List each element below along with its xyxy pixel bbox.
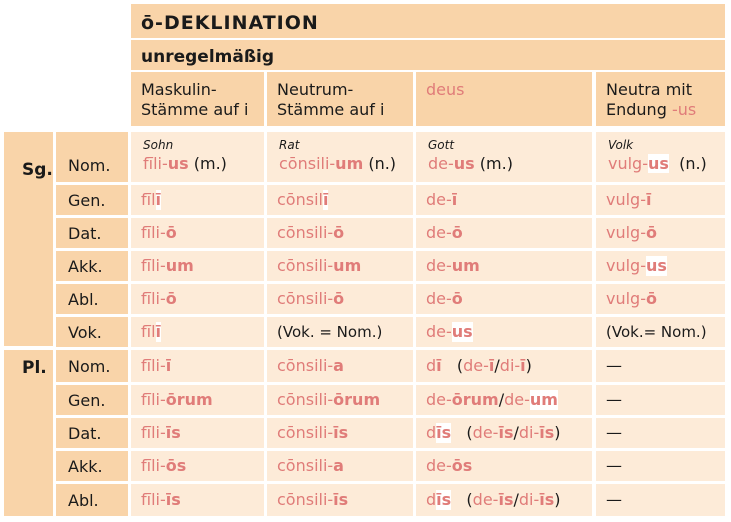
case-label-vok-sg: Vok. xyxy=(56,317,128,347)
slash: / xyxy=(513,490,519,509)
stem: de- xyxy=(426,322,452,341)
cell-sg-nom-neutra xyxy=(596,132,725,182)
ending: us xyxy=(167,154,189,173)
cell-sg-dat-neuter xyxy=(267,218,413,248)
stem: cōnsili- xyxy=(277,223,334,242)
cell-sg-gen-deus xyxy=(416,185,592,215)
ending: us xyxy=(451,322,473,341)
ending: ī xyxy=(165,356,172,375)
case-label-gen-pl: Gen. xyxy=(56,385,128,415)
stem: fīl xyxy=(141,190,156,209)
cell-pl-akk-masculine xyxy=(131,451,264,481)
stem: de- xyxy=(426,190,452,209)
gender: (n.) xyxy=(363,154,397,173)
paren-close: ) xyxy=(554,423,561,442)
no-form-dash: — xyxy=(606,423,622,442)
number-label-plural: Pl. xyxy=(4,350,53,516)
stem: fīli- xyxy=(141,356,166,375)
stem: vulg- xyxy=(606,256,646,275)
stem: d xyxy=(426,490,437,509)
gloss: Volk xyxy=(608,138,634,152)
variant-ending: īs xyxy=(498,490,514,509)
column-header-neutra xyxy=(596,72,725,126)
column-header-line: Stämme auf i xyxy=(277,100,385,119)
case-label-nom-sg: Nom. xyxy=(56,132,128,182)
form xyxy=(279,154,413,174)
cell-pl-akk-deus xyxy=(416,451,592,481)
stem: fīli- xyxy=(141,256,166,275)
cell-pl-dat-neuter xyxy=(267,418,413,448)
column-header-ending: -us xyxy=(671,100,697,119)
gender: (m.) xyxy=(474,154,513,173)
cell-pl-abl-masculine xyxy=(131,484,264,516)
cell-pl-abl-neutra xyxy=(596,484,725,516)
ending: ī xyxy=(645,190,652,209)
variant-stem: di- xyxy=(499,356,521,375)
stem: de- xyxy=(426,390,452,409)
stem: cōnsili- xyxy=(279,154,336,173)
stem: fīli- xyxy=(141,423,166,442)
cell-sg-akk-deus xyxy=(416,251,592,281)
ending: ōs xyxy=(451,456,473,475)
gender: (n.) xyxy=(668,154,707,173)
ending: īs xyxy=(436,490,452,509)
ending: ō xyxy=(165,223,177,242)
case-label-abl-sg: Abl. xyxy=(56,284,128,314)
cell-pl-abl-deus xyxy=(416,484,592,516)
case-label-akk-pl: Akk. xyxy=(56,451,128,481)
paren-close: ) xyxy=(554,490,561,509)
cell-sg-nom-neuter xyxy=(267,132,413,182)
cell-sg-dat-neutra xyxy=(596,218,725,248)
stem: cōnsili- xyxy=(277,456,334,475)
variant-ending: īs xyxy=(539,423,555,442)
paren-open: ( xyxy=(441,356,464,375)
ending: īs xyxy=(333,423,349,442)
form xyxy=(143,154,264,174)
ending: a xyxy=(333,356,344,375)
ending: īs xyxy=(165,490,181,509)
cell-sg-vok-deus xyxy=(416,317,592,347)
table-subtitle: unregelmäßig xyxy=(131,40,725,70)
stem: fīli- xyxy=(143,154,168,173)
variant-stem: de- xyxy=(472,490,499,509)
cell-sg-dat-deus xyxy=(416,218,592,248)
stem: cōnsili- xyxy=(277,256,334,275)
stem: de- xyxy=(426,456,452,475)
variant-stem: de- xyxy=(504,390,530,409)
stem: fīli- xyxy=(141,223,166,242)
gloss: Gott xyxy=(428,138,455,152)
stem: d xyxy=(426,356,437,375)
ending: īs xyxy=(165,423,181,442)
no-form-dash: — xyxy=(606,456,622,475)
cell-sg-gen-neuter xyxy=(267,185,413,215)
ending: ī xyxy=(155,190,162,209)
form xyxy=(428,154,592,174)
ending: um xyxy=(165,256,194,275)
stem: vulg- xyxy=(606,190,646,209)
ending: ō xyxy=(333,223,345,242)
cell-pl-nom-masculine xyxy=(131,350,264,382)
variant-stem: di- xyxy=(518,423,540,442)
column-header-line: Neutrum- xyxy=(277,80,354,99)
gender: (m.) xyxy=(188,154,227,173)
ending: ī xyxy=(436,356,442,375)
ending: ī xyxy=(322,190,329,209)
column-header-neuter xyxy=(267,72,413,126)
stem: fīli- xyxy=(141,390,166,409)
stem: vulg- xyxy=(608,154,648,173)
cell-pl-dat-neutra xyxy=(596,418,725,448)
cell-sg-gen-masculine xyxy=(131,185,264,215)
ending: ī xyxy=(155,322,162,341)
cell-pl-gen-neuter xyxy=(267,385,413,415)
column-header-line: Maskulin- xyxy=(141,80,217,99)
variant-ending: ī xyxy=(520,356,526,375)
column-header-text: Endung xyxy=(606,100,672,119)
stem: de- xyxy=(426,289,452,308)
ending: us xyxy=(453,154,475,173)
gloss: Sohn xyxy=(143,138,174,152)
ending: ō xyxy=(333,289,345,308)
gloss: Rat xyxy=(279,138,300,152)
cell-sg-nom-deus xyxy=(416,132,592,182)
ending: um xyxy=(335,154,364,173)
ending: ō xyxy=(451,223,463,242)
variant-stem: di- xyxy=(518,490,540,509)
stem: vulg- xyxy=(606,223,646,242)
stem: d xyxy=(426,423,437,442)
number-label-singular: Sg. xyxy=(4,132,53,346)
stem: fīli- xyxy=(141,289,166,308)
stem: cōnsili- xyxy=(277,390,334,409)
ending: ō xyxy=(645,223,657,242)
cell-sg-akk-neuter xyxy=(267,251,413,281)
case-label-abl-pl: Abl. xyxy=(56,484,128,516)
ending: ō xyxy=(645,289,657,308)
paren-open: ( xyxy=(451,490,473,509)
cell-sg-akk-masculine xyxy=(131,251,264,281)
cell-pl-nom-deus xyxy=(416,350,592,382)
stem: fīli- xyxy=(141,490,166,509)
column-header-deus xyxy=(416,72,592,126)
case-label-akk-sg: Akk. xyxy=(56,251,128,281)
cell-sg-abl-neutra xyxy=(596,284,725,314)
ending: ō xyxy=(165,289,177,308)
cell-sg-vok-masculine xyxy=(131,317,264,347)
variant-ending: um xyxy=(529,390,558,409)
column-header-line xyxy=(606,100,725,120)
cell-pl-abl-neuter xyxy=(267,484,413,516)
ending: us xyxy=(647,154,669,173)
cell-sg-abl-masculine xyxy=(131,284,264,314)
cell-sg-vok-neutra xyxy=(596,317,725,347)
stem: de- xyxy=(426,223,452,242)
column-header-masculine xyxy=(131,72,264,126)
ending: īs xyxy=(333,490,349,509)
no-form-dash: — xyxy=(606,390,622,409)
column-header-line: Neutra mit xyxy=(606,80,692,99)
ending: a xyxy=(333,456,344,475)
stem: fīli- xyxy=(141,456,166,475)
cell-pl-gen-masculine xyxy=(131,385,264,415)
cell-sg-vok-neuter xyxy=(267,317,413,347)
slash: / xyxy=(498,390,505,409)
stem: de- xyxy=(426,256,452,275)
stem: cōnsili- xyxy=(277,289,334,308)
case-label-nom-pl: Nom. xyxy=(56,350,128,382)
cell-pl-gen-deus xyxy=(416,385,592,415)
paren-open: ( xyxy=(451,423,473,442)
slash: / xyxy=(513,423,519,442)
stem: cōnsili- xyxy=(277,356,334,375)
cell-pl-dat-deus xyxy=(416,418,592,448)
ending: ī xyxy=(451,190,458,209)
ending: īs xyxy=(436,423,452,442)
case-label-dat-pl: Dat. xyxy=(56,418,128,448)
column-header-line: Stämme auf i xyxy=(141,100,249,119)
variant-stem: de- xyxy=(463,356,489,375)
cell-sg-dat-masculine xyxy=(131,218,264,248)
stem: cōnsili- xyxy=(277,490,334,509)
column-header-line: deus xyxy=(426,80,465,99)
cell-sg-gen-neutra xyxy=(596,185,725,215)
case-label-dat-sg: Dat. xyxy=(56,218,128,248)
ending: ōrum xyxy=(451,390,499,409)
cell-sg-nom-masculine xyxy=(131,132,264,182)
stem: cōnsil xyxy=(277,190,323,209)
no-form-dash: — xyxy=(606,356,622,375)
stem: vulg- xyxy=(606,289,646,308)
cell-pl-nom-neuter xyxy=(267,350,413,382)
stem: fīl xyxy=(141,322,156,341)
case-label-gen-sg: Gen. xyxy=(56,185,128,215)
ending: us xyxy=(645,256,667,275)
cell-sg-abl-neuter xyxy=(267,284,413,314)
same-as-nominative-note: (Vok. = Nom.) xyxy=(277,323,383,341)
ending: um xyxy=(333,256,362,275)
no-form-dash: — xyxy=(606,490,622,509)
variant-ending: ī xyxy=(488,356,495,375)
ending: um xyxy=(451,256,480,275)
cell-pl-nom-neutra xyxy=(596,350,725,382)
ending: ō xyxy=(451,289,463,308)
paren-close: ) xyxy=(525,356,532,375)
ending: ōs xyxy=(165,456,187,475)
variant-stem: de- xyxy=(472,423,499,442)
cell-pl-akk-neuter xyxy=(267,451,413,481)
cell-pl-akk-neutra xyxy=(596,451,725,481)
variant-ending: īs xyxy=(539,490,555,509)
cell-pl-gen-neutra xyxy=(596,385,725,415)
variant-ending: īs xyxy=(498,423,514,442)
cell-pl-dat-masculine xyxy=(131,418,264,448)
same-as-nominative-note: (Vok.= Nom.) xyxy=(606,323,707,341)
cell-sg-akk-neutra xyxy=(596,251,725,281)
slash: / xyxy=(494,356,500,375)
stem: de- xyxy=(428,154,454,173)
table-title: ō-DEKLINATION xyxy=(131,4,725,38)
ending: ōrum xyxy=(165,390,213,409)
cell-sg-abl-deus xyxy=(416,284,592,314)
stem: cōnsili- xyxy=(277,423,334,442)
form xyxy=(608,154,725,174)
ending: ōrum xyxy=(333,390,381,409)
